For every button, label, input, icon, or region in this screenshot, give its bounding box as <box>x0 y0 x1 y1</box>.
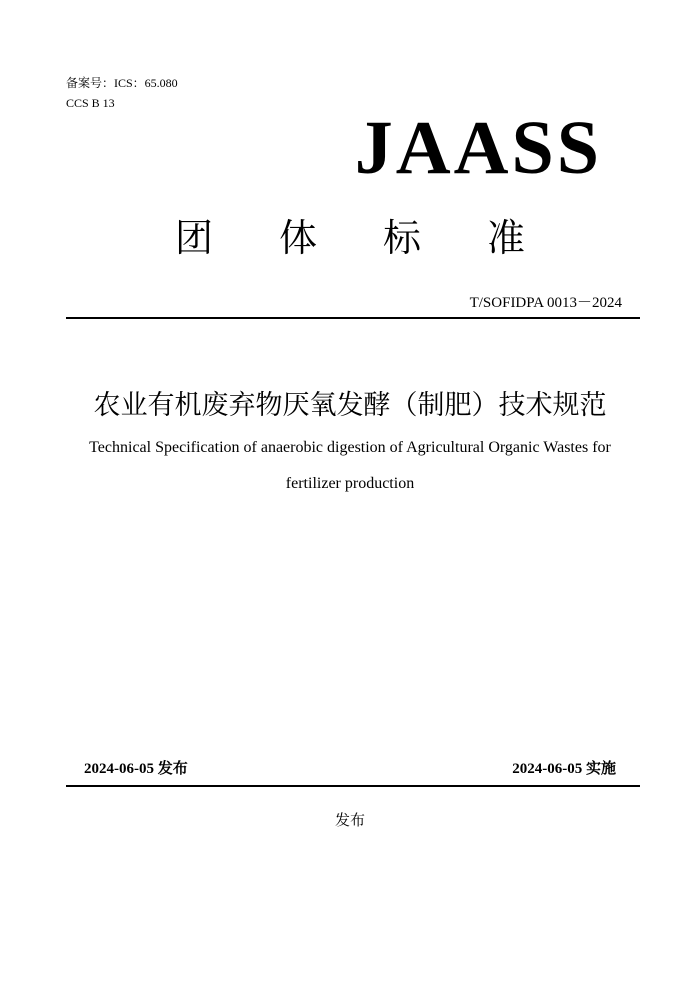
implementation-date: 2024-06-05 实施 <box>512 761 616 777</box>
issue-date: 2024-06-05 发布 <box>84 761 188 777</box>
title-chinese: 农业有机废弃物厌氧发酵（制肥）技术规范 <box>93 390 607 421</box>
record-number: 备案号：ICS：65.080 <box>66 76 178 90</box>
standard-type-char: 体 <box>278 216 317 260</box>
standard-type-heading <box>0 216 700 260</box>
standard-type-char: 准 <box>487 216 526 260</box>
standard-number: T/SOFIDPA 0013－2024 <box>469 295 622 311</box>
organization-logo: JAASS <box>354 106 602 190</box>
ccs-code: CCS B 13 <box>66 96 115 110</box>
title-english: Technical Specification of anaerobic digestion of Agricultural Organic Wastes for fertilizer production <box>89 439 611 492</box>
standard-type-char: 团 <box>174 216 213 260</box>
top-divider <box>66 317 640 319</box>
publisher-label: 发布 <box>334 811 365 829</box>
standard-type-char: 标 <box>383 216 422 260</box>
bottom-divider <box>66 785 640 787</box>
